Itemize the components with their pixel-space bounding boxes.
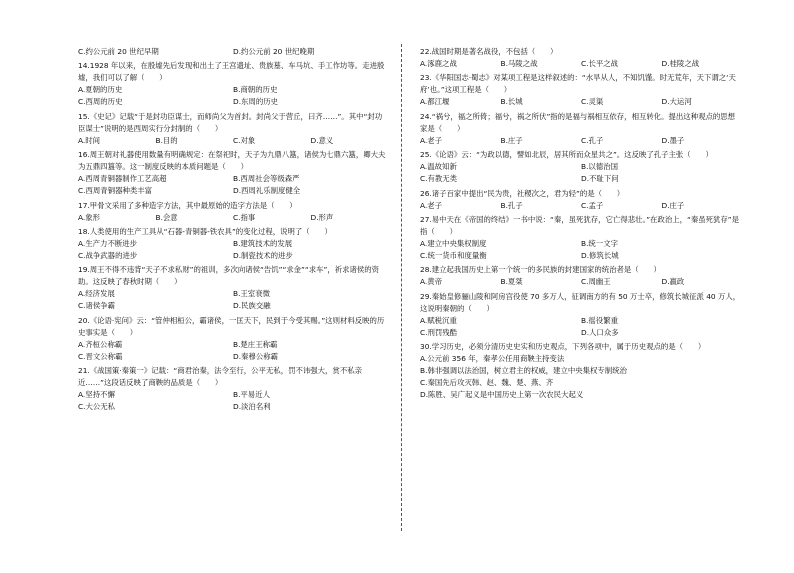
question-stem: 16.周王朝对礼器使用数量有明确规定：在祭祀时，天子为九鼎八簋，诸侯为七鼎六簋，卿大夫为五鼎四簋等。这一制度反映的本质问题是（ ） xyxy=(78,150,386,172)
question-stem: 22.战国时期是著名战役，不包括（ ） xyxy=(420,47,558,56)
option: D.制瓷技术的进步 xyxy=(233,250,293,260)
option: A.建立中央集权制度 xyxy=(420,238,487,248)
option: A.涿鹿之战 xyxy=(420,59,457,68)
option: B.西周社会等级森严 xyxy=(233,174,300,184)
question-stem: 14.1928 年以来，在殷墟先后发现和出土了王宫遗址、贵族墓、车马坑、手工作坊等。走进殷墟，我们可以了解（ ） xyxy=(78,61,385,83)
option: A.齐桓公称霸 xyxy=(78,339,123,349)
option-list xyxy=(78,135,388,147)
option: D.东周的历史 xyxy=(233,97,278,107)
option: D.桂陵之战 xyxy=(661,59,700,68)
option: D.大运河 xyxy=(661,97,692,107)
option: B.王室衰微 xyxy=(233,289,270,299)
question-stem: 21.《战国策·秦策一》记载：“商君治秦，法令至行，公平无私，罚不讳强大，赏不私亲近……”这段话反映了商鞅的品质是（ ） xyxy=(78,366,362,388)
option-list xyxy=(78,389,388,413)
option: A.时间 xyxy=(78,135,101,145)
option-list xyxy=(420,238,742,262)
option: D.秦穆公称霸 xyxy=(233,351,278,361)
right-column xyxy=(420,46,742,404)
option: A.温故知新 xyxy=(420,162,457,172)
question-block xyxy=(78,111,388,147)
option: D.不耻下问 xyxy=(581,174,619,184)
option-list xyxy=(420,96,742,108)
option: A.都江堰 xyxy=(420,97,450,107)
option: D.约公元前 20 世纪晚期 xyxy=(233,47,315,56)
option: C.指事 xyxy=(233,212,256,222)
option: A.经济发展 xyxy=(78,289,115,299)
option: A.坚持不懈 xyxy=(78,390,115,400)
option-list xyxy=(78,238,388,262)
option: D.人口众多 xyxy=(581,327,619,337)
option: C.孔子 xyxy=(581,135,604,145)
right-question-list xyxy=(420,46,742,401)
option: C.灵渠 xyxy=(581,97,604,107)
option: C.诸侯争霸 xyxy=(78,301,116,311)
left-column xyxy=(78,46,388,416)
option: D.形声 xyxy=(310,212,334,222)
left-question-list xyxy=(78,60,388,413)
question-stem: 17.甲骨文采用了多种造字方法，其中最原始的造字方法是（ ） xyxy=(78,200,297,210)
option: C.西周青铜器种类丰富 xyxy=(78,186,153,196)
option: A.黄帝 xyxy=(420,277,443,287)
option: B.马陵之战 xyxy=(500,59,538,68)
question-block xyxy=(420,149,742,185)
option: A.赋税沉重 xyxy=(420,315,457,325)
option: A.老子 xyxy=(420,200,443,210)
option: A.象形 xyxy=(78,212,101,222)
option: D.陈胜、吴广起义是中国历史上第一次农民大起义 xyxy=(420,390,584,400)
option: A.老子 xyxy=(420,135,443,145)
question-block xyxy=(420,188,742,212)
option: B.韩非强调以法治国，树立君主的权威，建立中央集权专制统治 xyxy=(420,366,627,376)
option: C.有教无类 xyxy=(420,174,458,184)
option-list xyxy=(78,212,388,224)
question-stem: 20.《论语·宪问》云：“管仲相桓公，霸诸侯，一匡天下，民到于今受其赐。”这则材料反映的历史事实是（ ） xyxy=(78,315,385,337)
option: D.庄子 xyxy=(661,200,685,210)
option: B.以德治国 xyxy=(581,162,618,172)
question-13-remaining-options xyxy=(78,46,388,58)
question-block xyxy=(420,46,742,70)
question-block xyxy=(78,365,388,413)
option: D.西周礼乐制度健全 xyxy=(233,186,301,196)
option: A.夏朝的历史 xyxy=(78,85,123,95)
option: C.统一货币和度量衡 xyxy=(420,250,487,260)
option: C.晋文公称霸 xyxy=(78,351,123,361)
question-block xyxy=(78,315,388,363)
question-block xyxy=(420,111,742,147)
question-block xyxy=(420,214,742,262)
question-block xyxy=(78,264,388,312)
option: C.孟子 xyxy=(581,200,604,210)
option: B.目的 xyxy=(155,135,178,145)
question-block xyxy=(78,200,388,224)
option: D.淡泊名利 xyxy=(233,402,271,412)
option: C.大公无私 xyxy=(78,402,116,412)
option-list xyxy=(78,288,388,312)
option: B.会意 xyxy=(155,212,178,222)
option: C.秦国先后攻灭韩、赵、魏、楚、燕、齐 xyxy=(420,378,554,388)
option: D.嬴政 xyxy=(661,277,685,287)
question-stem: 28.建立起我国历史上第一个统一的多民族的封建国家的统治者是（ ） xyxy=(420,265,661,275)
option-list xyxy=(78,339,388,363)
question-stem: 26.诸子百家中提出“民为贵，社稷次之，君为轻”的是（ ） xyxy=(420,188,625,198)
question-block xyxy=(78,226,388,262)
option: D.意义 xyxy=(310,135,334,145)
question-stem: 27.易中天在《帝国的终结》一书中说：“秦，虽死犹存，它亡得悲壮。”在政治上，“秦虽死犹存”是指（ ） xyxy=(420,214,739,236)
option: D.修筑长城 xyxy=(581,250,619,260)
question-stem: 24.“祸兮，福之所倚；福兮，祸之所伏”指的是福与祸相互依存，相互转化。提出这种观点的思想家是（ ） xyxy=(420,111,736,133)
option: C.长平之战 xyxy=(581,59,619,68)
option: B.夏桀 xyxy=(500,277,523,287)
question-block xyxy=(420,72,742,108)
option: B.徭役繁重 xyxy=(581,315,618,325)
option-list xyxy=(420,276,742,288)
option: C.西周的历史 xyxy=(78,97,123,107)
option: C.周幽王 xyxy=(581,277,611,287)
question-stem: 25.《论语》云：“为政以德，譬如北辰，居其所而众星共之”。这反映了孔子主张（ ） xyxy=(420,150,713,160)
option: B.统一文字 xyxy=(581,238,618,248)
option-list xyxy=(420,161,742,185)
option: C.对象 xyxy=(233,135,256,145)
option: B.庄子 xyxy=(500,135,523,145)
question-block xyxy=(420,291,742,339)
question-block xyxy=(78,60,388,108)
option: A.生产力不断进步 xyxy=(78,238,138,248)
option-list xyxy=(420,315,742,339)
option-list xyxy=(420,353,742,401)
option: C.战争武器的进步 xyxy=(78,250,138,260)
option: A.西周青铜器制作工艺高超 xyxy=(78,174,167,184)
option: C.约公元前 20 世纪早期 xyxy=(78,47,159,56)
option: B.平易近人 xyxy=(233,390,270,400)
question-block xyxy=(420,264,742,288)
option-list xyxy=(78,173,388,197)
option: D.民族交融 xyxy=(233,301,271,311)
option-list xyxy=(420,58,742,70)
question-stem: 19.周王不得不违背“天子不求私财”的祖训，多次向诸侯“告饥”“求金”“求车”，祈求诸侯的资助。这反映了春秋时期（ ） xyxy=(78,265,380,287)
option: B.建筑技术的发展 xyxy=(233,238,293,248)
option: C.刑罚残酷 xyxy=(420,327,458,337)
option: B.楚庄王称霸 xyxy=(233,339,278,349)
question-stem: 15.《史记》记载“于是封功臣谋士，而师尚父为首封。封尚父于营丘，曰齐……”。其中“封功臣谋士”说明的是西周实行分封制的（ ） xyxy=(78,111,383,133)
option: B.商朝的历史 xyxy=(233,85,278,95)
option-list xyxy=(78,84,388,108)
option: D.墨子 xyxy=(661,135,685,145)
question-stem: 29.秦始皇修骊山陵和阿房宫役使 70 多万人，征调南方的有 50 万士卒，修筑长城征派 40 万人，这说明秦朝的（ ） xyxy=(420,291,741,313)
question-stem: 23.《华阳国志·蜀志》对某项工程是这样叙述的：“水旱从人，不知饥馑。时无荒年，天下谓之‘天府’也。”这项工程是（ ） xyxy=(420,73,736,95)
column-divider xyxy=(401,44,402,531)
question-block xyxy=(420,341,742,401)
option: B.长城 xyxy=(500,97,523,107)
option: A.公元前 356 年，秦孝公任用商鞅主持变法 xyxy=(420,354,565,364)
option: B.孔子 xyxy=(500,200,523,210)
question-stem: 18.人类使用的生产工具从“石器-青铜器-铁农具”的变化过程，说明了（ ） xyxy=(78,226,332,236)
option-list xyxy=(420,135,742,147)
option-list xyxy=(420,200,742,212)
question-stem: 30.学习历史，必须分清历史史实和历史观点，下列各项中，属于历史观点的是（ ） xyxy=(420,342,706,352)
question-block xyxy=(78,149,388,197)
